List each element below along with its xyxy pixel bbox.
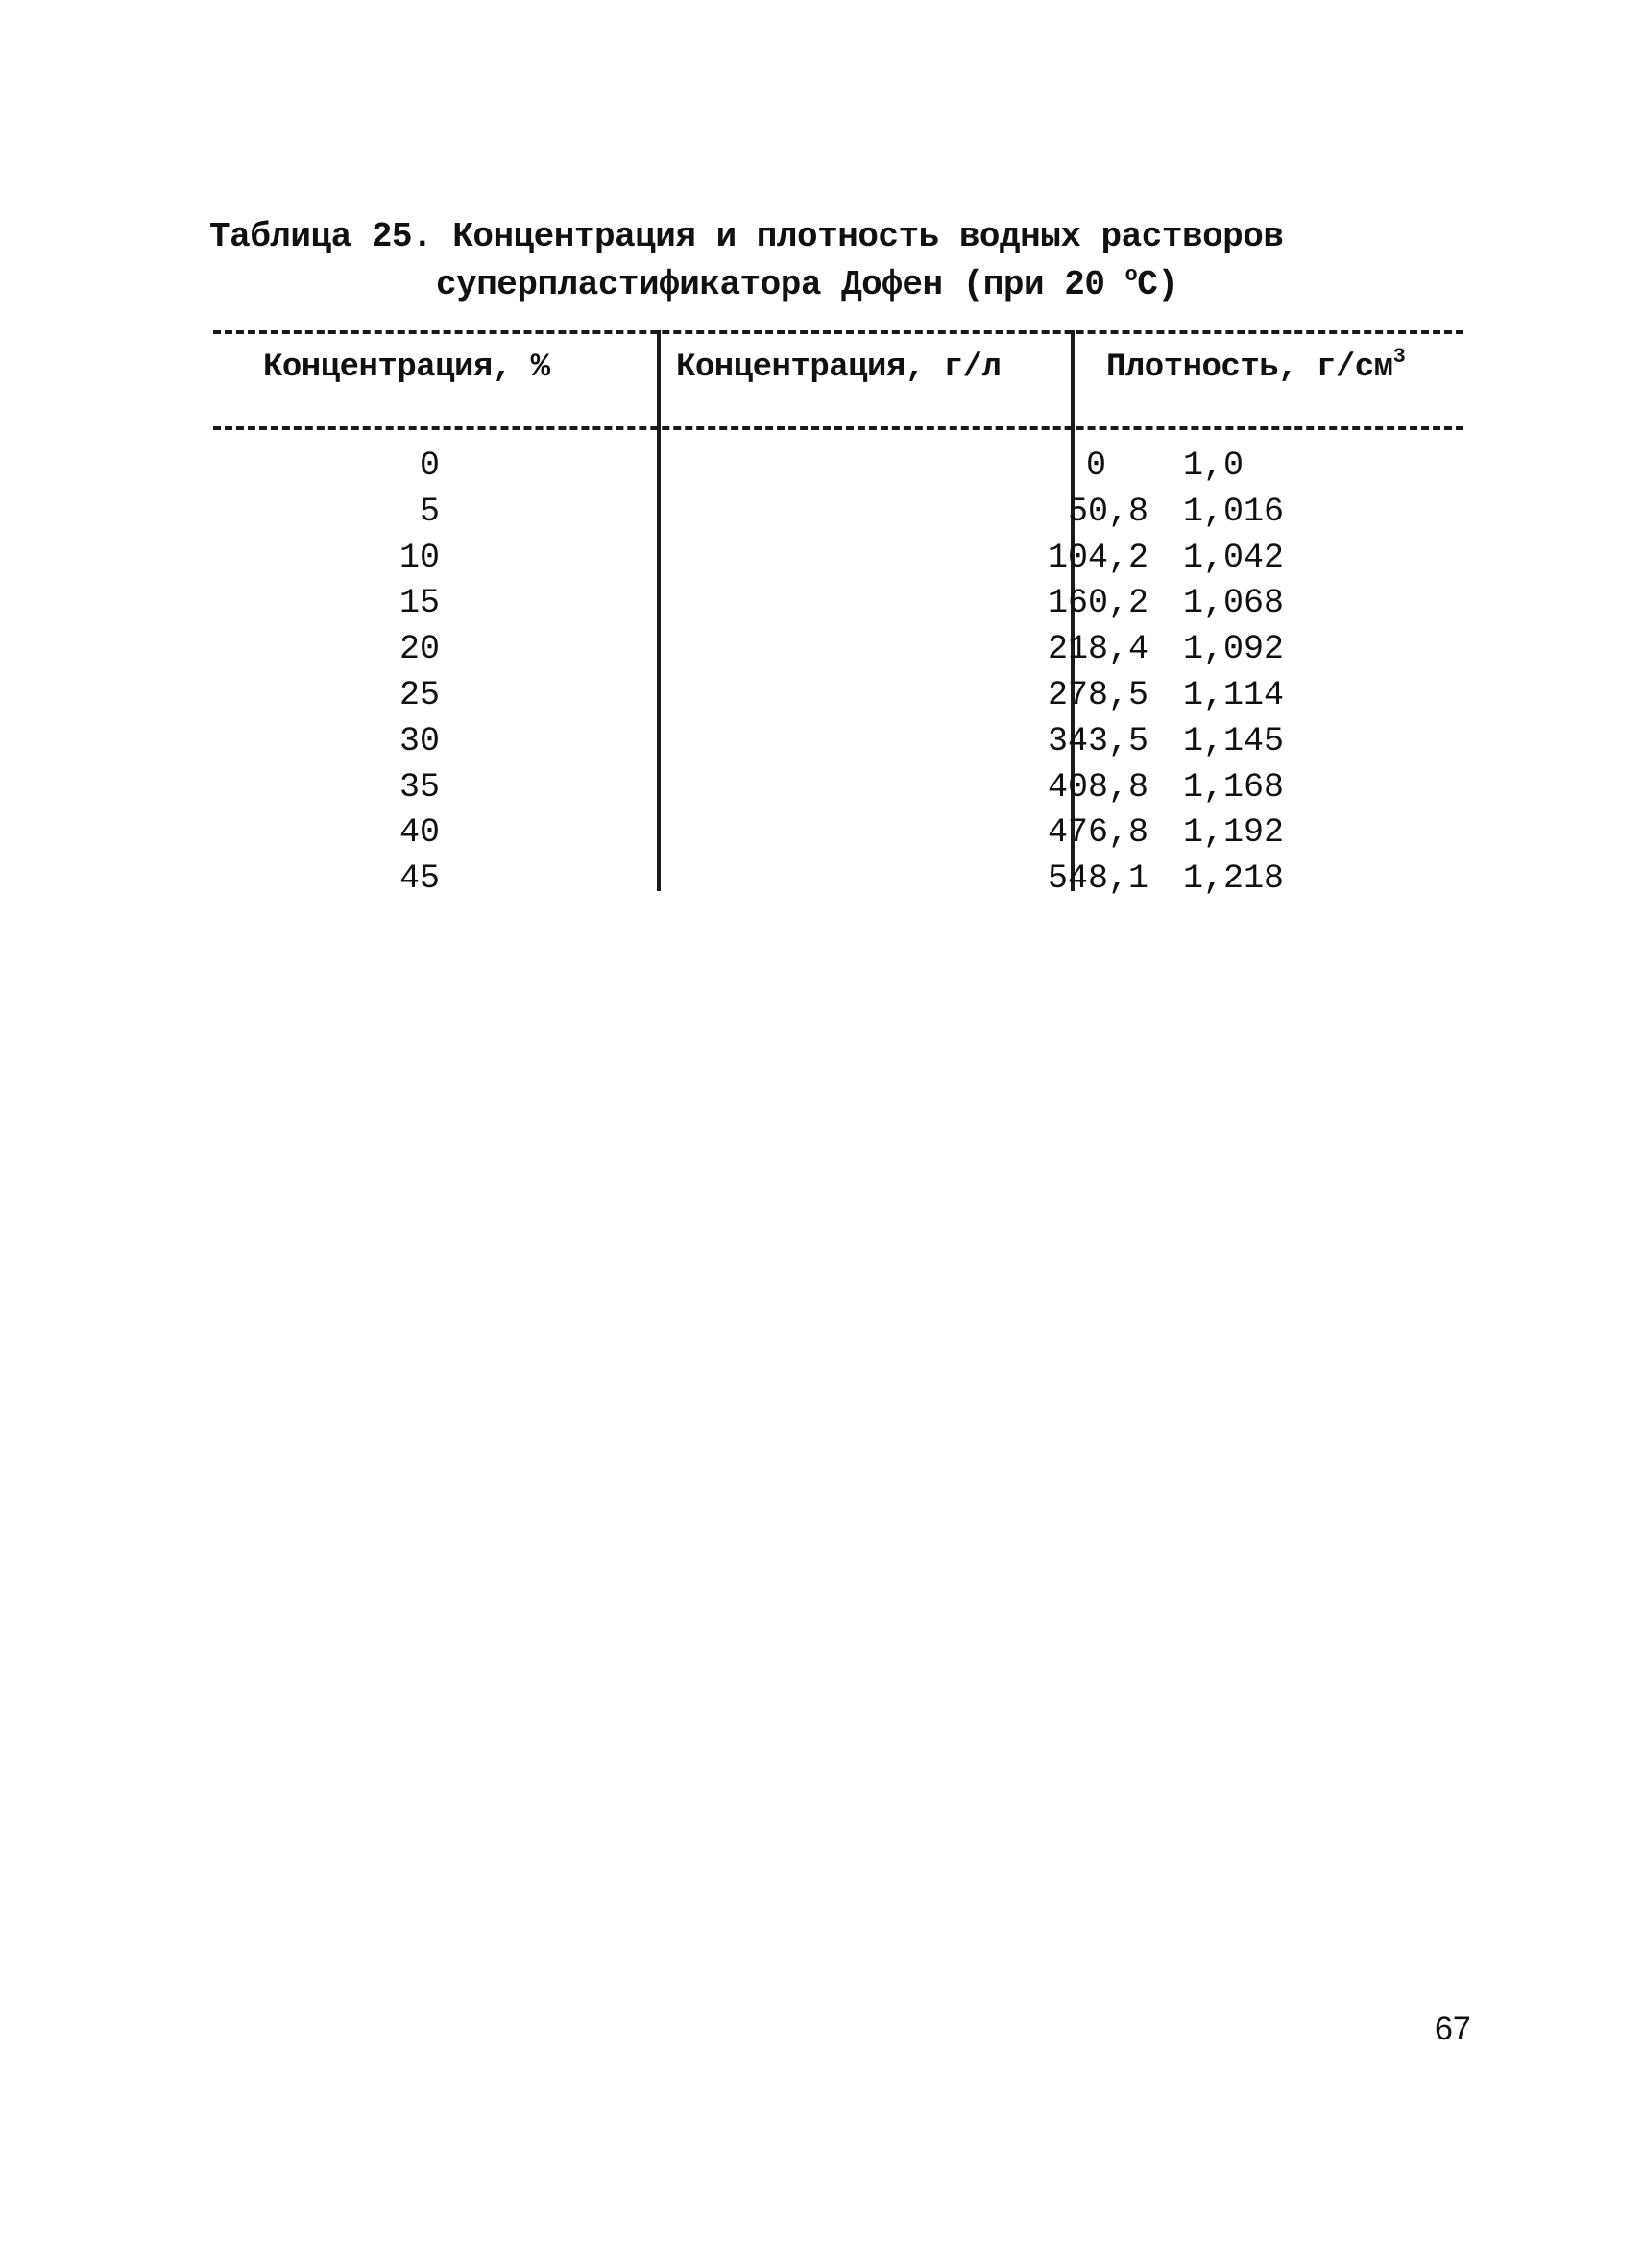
- cell-gl-value: 218,4: [1047, 630, 1148, 669]
- cell-gl: [665, 444, 1152, 490]
- cell-gl-value: 0: [1085, 446, 1106, 485]
- cell-gl-value: 548,1: [1047, 859, 1148, 899]
- cell-percent: 5: [419, 492, 440, 531]
- cell-density: 1,114: [1183, 675, 1285, 714]
- cell-percent: 45: [399, 859, 440, 899]
- cell-percent: 20: [399, 630, 440, 669]
- cell-gl-value: 160,2: [1047, 584, 1148, 623]
- table-header-rule: [213, 426, 1463, 430]
- header-density: [1106, 345, 1406, 386]
- table-top-rule: [213, 330, 1463, 334]
- cell-gl: [665, 857, 1152, 903]
- table-row: [213, 627, 1463, 673]
- table-row: [213, 490, 1463, 536]
- cell-density: 1,218: [1183, 859, 1285, 899]
- cell-percent: 10: [399, 538, 440, 577]
- table-row: [213, 765, 1463, 811]
- cell-density: 1,0: [1183, 446, 1245, 485]
- caption-line-2: [209, 261, 1285, 309]
- cell-percent: 0: [419, 446, 440, 485]
- table-row: [213, 536, 1463, 582]
- cell-gl: [665, 581, 1152, 627]
- cell-gl: [665, 719, 1152, 765]
- cell-percent: 35: [399, 767, 440, 807]
- header-concentration-gl: Концентрация, г/л: [676, 350, 1002, 386]
- table-body: [213, 444, 1463, 903]
- caption-line-1: Таблица 25. Концентрация и плотность водных растворов: [209, 217, 1284, 256]
- caption-line-2-end: С): [1137, 265, 1178, 304]
- header-density-text: Плотность, г/см: [1106, 350, 1393, 386]
- cell-percent: 25: [399, 675, 440, 714]
- cell-gl-value: 343,5: [1047, 721, 1148, 760]
- table-row: [213, 444, 1463, 490]
- cell-gl: [665, 673, 1152, 719]
- cell-density: 1,016: [1183, 492, 1285, 531]
- cell-gl: [665, 627, 1152, 673]
- cell-gl: [665, 490, 1152, 536]
- cell-gl-value: 104,2: [1047, 538, 1148, 577]
- header-concentration-percent: Концентрация, %: [263, 350, 550, 386]
- cell-density: 1,042: [1183, 538, 1285, 577]
- caption-line-2-text: суперпластификатора Дофен (при 20: [436, 265, 1125, 304]
- page-number: 67: [1435, 2011, 1471, 2047]
- table-row: [213, 673, 1463, 719]
- table-row: [213, 857, 1463, 903]
- cell-gl: [665, 810, 1152, 857]
- cell-density: 1,145: [1183, 721, 1285, 760]
- cell-gl-value: 50,8: [1067, 492, 1148, 531]
- table-caption: [209, 213, 1285, 309]
- header-density-superscript: 3: [1392, 345, 1406, 369]
- cell-density: 1,092: [1183, 630, 1285, 669]
- table-row: [213, 810, 1463, 857]
- cell-gl-value: 278,5: [1047, 675, 1148, 714]
- cell-percent: 15: [399, 584, 440, 623]
- degree-superscript: о: [1124, 263, 1138, 287]
- cell-gl: [665, 536, 1152, 582]
- table-row: [213, 719, 1463, 765]
- density-table: [213, 330, 1463, 899]
- cell-density: 1,068: [1183, 584, 1285, 623]
- cell-density: 1,168: [1183, 767, 1285, 807]
- cell-percent: 40: [399, 813, 440, 853]
- cell-density: 1,192: [1183, 813, 1285, 853]
- cell-percent: 30: [399, 721, 440, 760]
- cell-gl-value: 476,8: [1047, 813, 1148, 853]
- cell-gl-value: 408,8: [1047, 767, 1148, 807]
- cell-gl: [665, 765, 1152, 811]
- table-row: [213, 581, 1463, 627]
